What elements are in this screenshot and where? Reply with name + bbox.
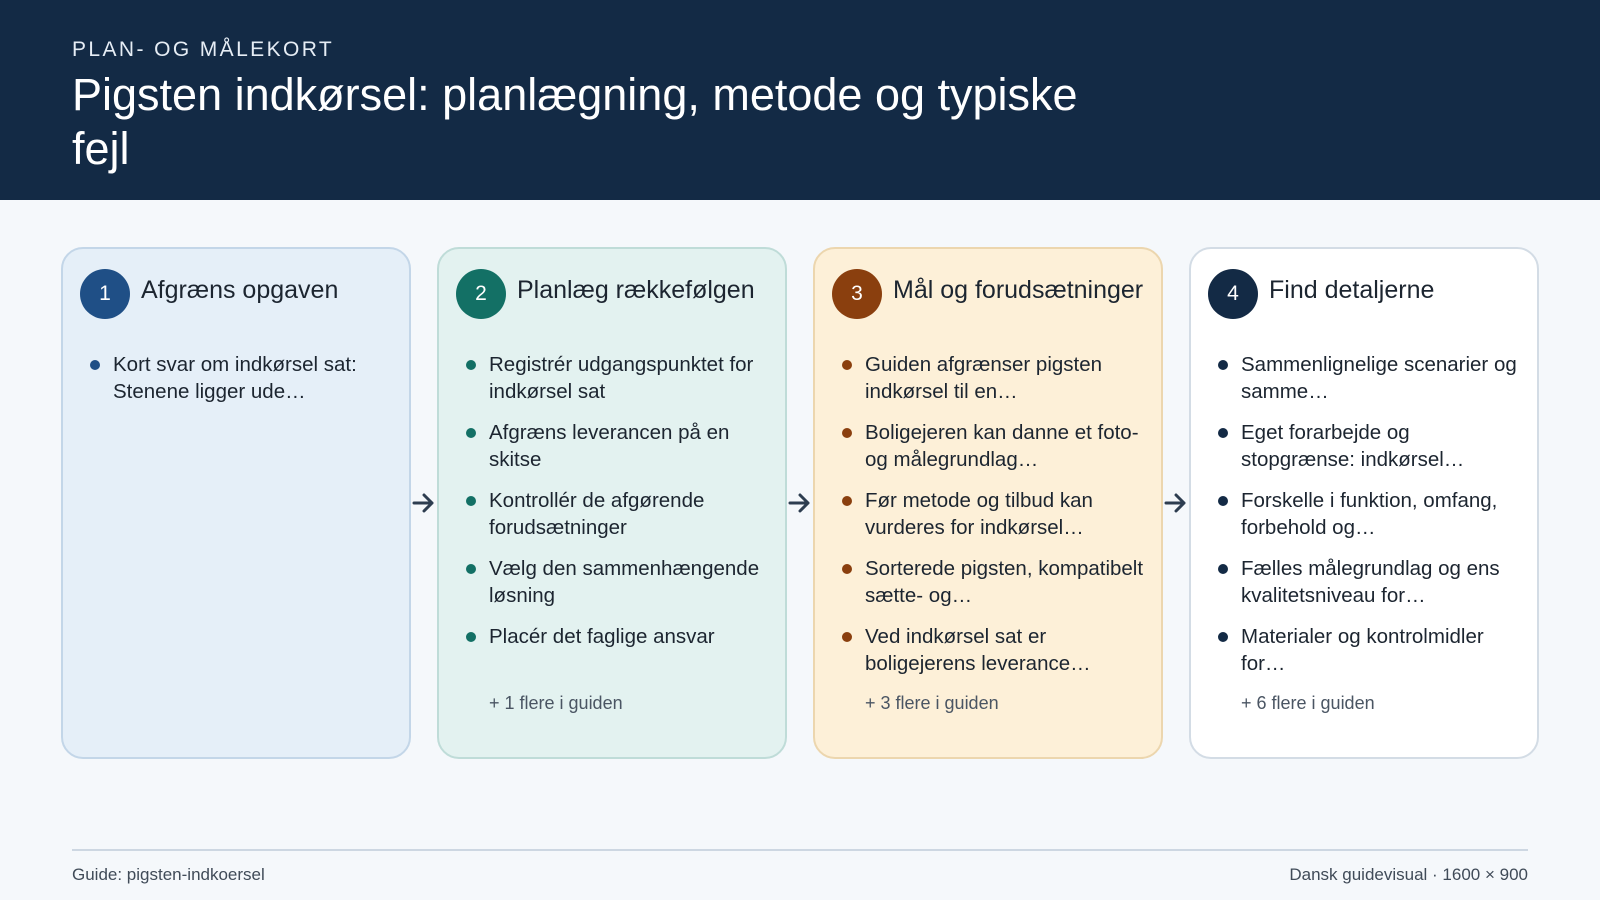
- list-item-text: Kort svar om indkørsel sat: Stenene ligger ude…: [113, 353, 357, 403]
- list-item: [1217, 419, 1529, 473]
- list-item-text: Ved indkørsel sat er boligejerens leverance…: [865, 625, 1091, 675]
- list-item-text: Vælg den sammenhængende løsning: [489, 557, 760, 607]
- list-item: [1217, 487, 1529, 541]
- list-item-text: Sorterede pigsten, kompatibelt sætte- og…: [865, 557, 1144, 607]
- arrow-right-icon: [1163, 490, 1189, 516]
- bullet-icon: [466, 632, 476, 642]
- list-item: [841, 487, 1153, 541]
- step-number-badge: 2: [456, 269, 506, 319]
- bullet-icon: [1218, 360, 1228, 370]
- list-item-text: Fælles målegrundlag og ens kvalitetsniveau for…: [1241, 557, 1500, 607]
- bullet-icon: [466, 496, 476, 506]
- list-item: [465, 351, 777, 405]
- more-in-guide-link[interactable]: + 1 flere i guiden: [489, 693, 623, 713]
- bullet-icon: [90, 360, 100, 370]
- list-item: [465, 419, 777, 473]
- bullet-icon: [466, 360, 476, 370]
- list-item: [841, 419, 1153, 473]
- step-number-badge: 1: [80, 269, 130, 319]
- footer-divider: [72, 849, 1528, 851]
- bullet-icon: [1218, 632, 1228, 642]
- list-item-text: Guiden afgrænser pigsten indkørsel til en…: [865, 353, 1103, 403]
- step-card-1: [61, 247, 411, 759]
- bullet-icon: [842, 632, 852, 642]
- bullet-icon: [466, 428, 476, 438]
- list-item-text: Registrér udgangspunktet for indkørsel sat: [489, 353, 754, 403]
- step-card-4: [1189, 247, 1539, 759]
- header-banner: [0, 0, 1600, 200]
- bullet-icon: [1218, 564, 1228, 574]
- list-item-text: Kontrollér de afgørende forudsætninger: [489, 489, 705, 539]
- step-item-list: [465, 351, 777, 664]
- bullet-icon: [466, 564, 476, 574]
- list-item: [841, 623, 1153, 677]
- list-item: [1217, 623, 1529, 677]
- step-number-badge: 3: [832, 269, 882, 319]
- process-cards: [0, 247, 1600, 759]
- list-item-text: Boligejeren kan danne et foto- og målegrundlag…: [865, 421, 1139, 471]
- step-item-list: [89, 351, 401, 419]
- bullet-icon: [842, 360, 852, 370]
- footer-meta-label: Dansk guidevisual · 1600 × 900: [1289, 865, 1528, 884]
- step-card-title: Afgræns opgaven: [141, 276, 339, 304]
- bullet-icon: [842, 428, 852, 438]
- bullet-icon: [1218, 496, 1228, 506]
- list-item: [841, 555, 1153, 609]
- list-item-text: Materialer og kontrolmidler for…: [1241, 625, 1484, 675]
- arrow-right-icon: [411, 490, 437, 516]
- list-item-text: Eget forarbejde og stopgrænse: indkørsel…: [1241, 421, 1465, 471]
- list-item: [89, 351, 401, 405]
- step-card-2: [437, 247, 787, 759]
- bullet-icon: [842, 564, 852, 574]
- list-item: [465, 555, 777, 609]
- page-title: Pigsten indkørsel: planlægning, metode og typiske fejl: [72, 69, 1078, 174]
- arrow-right-icon: [787, 490, 813, 516]
- list-item: [841, 351, 1153, 405]
- step-item-list: [1217, 351, 1529, 691]
- step-number-badge: 4: [1208, 269, 1258, 319]
- list-item-text: Afgræns leverancen på en skitse: [489, 421, 730, 471]
- step-item-list: [841, 351, 1153, 691]
- more-in-guide-link[interactable]: + 6 flere i guiden: [1241, 693, 1375, 713]
- list-item-text: Forskelle i funktion, omfang, forbehold og…: [1241, 489, 1498, 539]
- list-item: [465, 623, 777, 650]
- list-item: [1217, 351, 1529, 405]
- step-card-title: Mål og forudsætninger: [893, 276, 1144, 304]
- footer-guide-label: Guide: pigsten-indkoersel: [72, 865, 265, 884]
- list-item-text: Før metode og tilbud kan vurderes for indkørsel…: [865, 489, 1093, 539]
- step-card-title: Find detaljerne: [1269, 276, 1435, 304]
- step-card-3: [813, 247, 1163, 759]
- bullet-icon: [1218, 428, 1228, 438]
- list-item: [1217, 555, 1529, 609]
- bullet-icon: [842, 496, 852, 506]
- step-card-title: Planlæg rækkefølgen: [517, 276, 755, 304]
- list-item: [465, 487, 777, 541]
- list-item-text: Placér det faglige ansvar: [489, 625, 715, 648]
- eyebrow-label: PLAN- OG MÅLEKORT: [72, 38, 335, 61]
- list-item-text: Sammenlignelige scenarier og samme…: [1241, 353, 1517, 403]
- more-in-guide-link[interactable]: + 3 flere i guiden: [865, 693, 999, 713]
